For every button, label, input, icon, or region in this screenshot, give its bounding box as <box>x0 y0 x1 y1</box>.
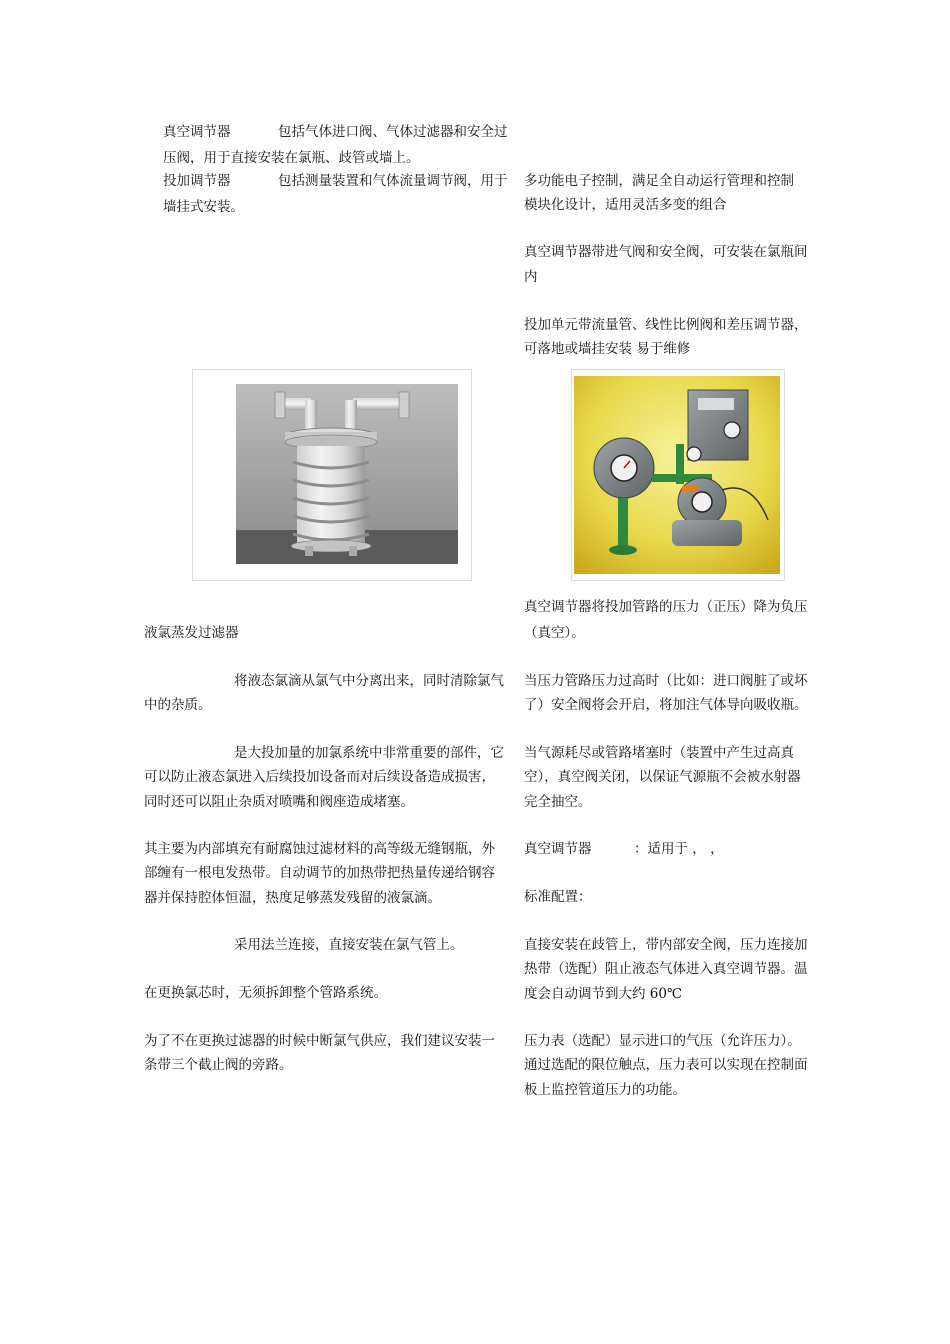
right-p7-line3: 板上监控管道压力的功能。 <box>524 1082 686 1098</box>
right-feature-3-line2: 可落地或墙挂安装 易于维修 <box>524 341 691 357</box>
left-p4: 采用法兰连接，直接安装在氯气管上。 <box>234 937 464 953</box>
left-p2-line1: 是大投加量的加氯系统中非常重要的部件，它 <box>234 745 504 761</box>
vacuum-regulator-label: 真空调节器 <box>163 124 231 140</box>
left-p3-line3: 器并保持腔体恒温，热度足够蒸发残留的液氯滴。 <box>144 890 441 906</box>
evaporator-filter-photo <box>192 369 472 581</box>
left-p5: 在更换氯芯时，无须拆卸整个管路系统。 <box>144 985 387 1001</box>
dosing-regulator-desc: 包括测量装置和气体流量调节阀，用于 <box>278 173 508 189</box>
evaporator-filter-image <box>193 370 471 580</box>
vacuum-regulator-desc-cont: 压阀，用于直接安装在氯瓶、歧管或墙上。 <box>163 150 420 166</box>
right-p3-line1: 当气源耗尽或管路堵塞时（装置中产生过高真 <box>524 745 794 761</box>
standard-config-label: 标准配置： <box>524 889 592 905</box>
left-p1-line1: 将液态氯滴从氯气中分离出来，同时清除氯气 <box>234 673 504 689</box>
right-p6-line3: 度会自动调节到大约 60℃ <box>524 986 683 1002</box>
right-p1-line2: （真空）。 <box>524 625 585 641</box>
right-p1-line1: 真空调节器将投加管路的压力（正压）降为负压 <box>524 599 808 615</box>
evaporator-filter-title: 液氯蒸发过滤器 <box>144 625 239 641</box>
right-p3-line2: 空），真空阀关闭，以保证气源瓶不会被水射器 <box>524 769 801 785</box>
vacuum-regulator-image <box>572 370 784 580</box>
left-p1-line2: 中的杂质。 <box>144 697 212 713</box>
left-p2-line3: 同时还可以阻止杂质对喷嘴和阀座造成堵塞。 <box>144 794 414 810</box>
vacuum-regulator-desc: 包括气体进口阀、气体过滤器和安全过 <box>278 124 508 140</box>
right-p2-line1: 当压力管路压力过高时（比如：进口阀脏了或坏 <box>524 673 808 689</box>
right-feature-1-line2: 模块化设计，适用灵活多变的组合 <box>524 197 727 213</box>
left-p3-line1: 其主要为内部填充有耐腐蚀过滤材料的高等级无缝钢瓶，外 <box>144 841 495 857</box>
right-p7-line1: 压力表（选配）显示进口的气压（允许压力）。 <box>524 1033 801 1049</box>
right-p4-label: 真空调节器 <box>524 841 592 857</box>
left-p2-line2: 可以防止液态氯进入后续投加设备而对后续设备造成损害， <box>144 769 495 785</box>
right-p6-line2: 热带（选配）阻止液态气体进入真空调节器。温 <box>524 961 808 977</box>
right-p4-rest: ：适用于 ， ， <box>634 841 724 857</box>
right-feature-2-line2: 内 <box>524 269 538 285</box>
right-p2-line2: 了）安全阀将会开启，将加注气体导向吸收瓶。 <box>524 697 808 713</box>
right-p3-line3: 完全抽空。 <box>524 794 592 810</box>
right-feature-1-line1: 多功能电子控制，满足全自动运行管理和控制 <box>524 173 794 189</box>
vacuum-regulator-photo <box>571 369 785 581</box>
dosing-regulator-label: 投加调节器 <box>163 173 231 189</box>
left-p6-line1: 为了不在更换过滤器的时候中断氯气供应，我们建议安装一 <box>144 1033 495 1049</box>
left-p3-line2: 部缠有一根电发热带。自动调节的加热带把热量传递给钢容 <box>144 865 495 881</box>
right-feature-3-line1: 投加单元带流量管、线性比例阀和差压调节器， <box>524 317 808 333</box>
right-p7-line2: 通过选配的限位触点，压力表可以实现在控制面 <box>524 1057 808 1073</box>
right-feature-2-line1: 真空调节器带进气阀和安全阀，可安装在氯瓶间 <box>524 244 808 260</box>
dosing-regulator-desc-cont: 墙挂式安装。 <box>163 199 244 215</box>
left-p6-line2: 条带三个截止阀的旁路。 <box>144 1057 293 1073</box>
right-p6-line1: 直接安装在歧管上，带内部安全阀，压力连接加 <box>524 937 808 953</box>
